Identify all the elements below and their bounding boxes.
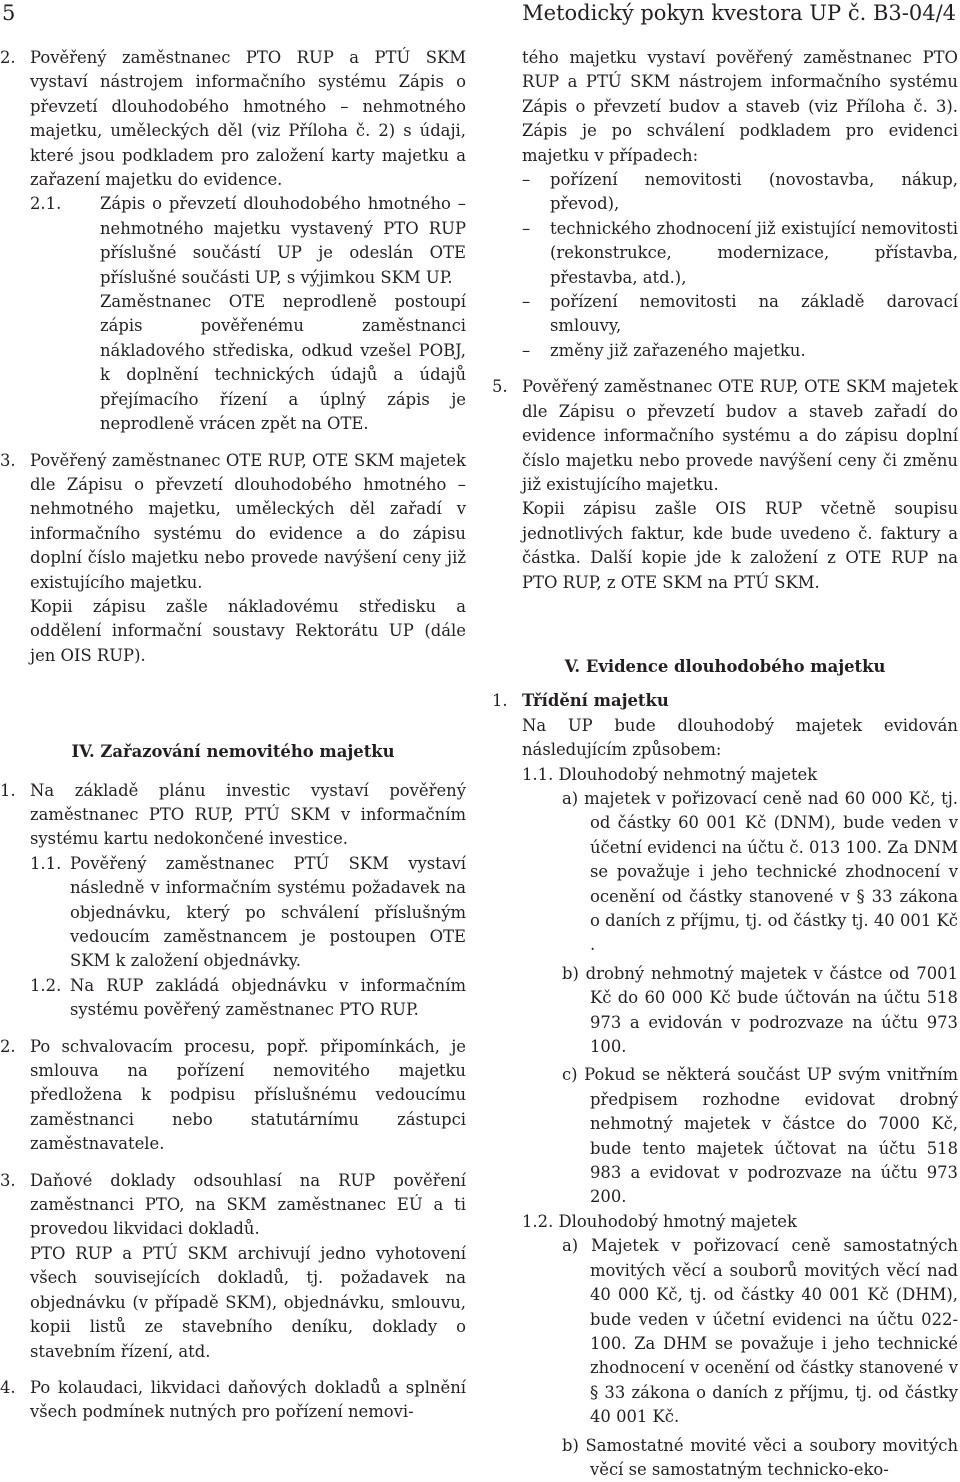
subsection-label: 1.1. Dlouhodobý nehmotný majetek	[522, 764, 818, 784]
paragraph: PTO RUP a PTÚ SKM archivují jedno vyhotovení všech souvisejících dokladů, tj. požadavek na objednávku (v případě SKM), objednávku, smlouvu, kopii listů ze stavebního deníku, doklady o stavebním řízení, atd.	[30, 1243, 466, 1361]
right-column	[492, 46, 958, 1482]
paragraph: Po kolaudaci, likvidaci daňových dokladů a splnění všech podmínek nutných pro pořízení nemovi-	[30, 1377, 466, 1422]
dash-item: – pořízení nemovitosti na základě darovací smlouvy,	[522, 290, 958, 339]
dash-item: – změny již zařazeného majetku.	[522, 339, 958, 363]
item-number: 1.	[492, 691, 508, 711]
list-item	[30, 974, 466, 1023]
paragraph: Pověřený zaměstnanec OTE RUP, OTE SKM majetek dle Zápisu o převzetí budov a staveb zařadí do evidence informačního systému a do zápisu doplní číslo majetku nebo provede navýšení ceny či změnu již existujícího majetku.	[522, 377, 958, 494]
list-item	[0, 1035, 466, 1157]
item-number: 2.1.	[30, 194, 62, 214]
list-item	[0, 1376, 466, 1425]
list-item	[0, 449, 466, 595]
list-item	[30, 852, 466, 974]
list-item: c) Pokud se některá součást UP svým vnitřním předpisem rozhodne evidovat drobný nehmotný majetek v částce do 7000 Kč, bude tento majetek účtovat na účtu 518 983 a evidovat v podrozvaze na účtu 973 200.	[562, 1065, 958, 1207]
paragraph: Zápis o převzetí dlouhodobého hmotného – nehmotného majetku vystavený PTO RUP příslušné součástí UP je odeslán OTE příslušné součásti UP, s výjimkou SKM UP.	[100, 194, 466, 287]
list-item: b) drobný nehmotný majetek v částce od 7001 Kč do 60 000 Kč bude účtován na účtu 518 973 a evidován v podrozvaze na účtu 973 100.	[562, 963, 958, 1057]
item-number: 5.	[492, 377, 508, 397]
list-item	[492, 375, 958, 595]
paragraph: Kopii zápisu zašle nákladovému středisku a oddělení informační soustavy Rektorátu UP (dále jen OIS RUP).	[30, 596, 466, 665]
list-item: b) Samostatné movité věci a soubory movitých věcí se samostatným technicko-eko-	[562, 1435, 958, 1479]
document-title: Metodický pokyn kvestora UP č. B3-04/4	[522, 1, 956, 25]
section-heading: IV. Zařazování nemovitého majetku	[71, 742, 395, 762]
list-item	[0, 1169, 466, 1364]
item-number: 4.	[0, 1377, 16, 1397]
list-item	[30, 192, 466, 436]
paragraph: Na UP bude dlouhodobý majetek evidován následujícím způsobem:	[522, 715, 958, 760]
item-number: 3.	[0, 450, 16, 470]
paragraph: tého majetku vystaví pověřený zaměstnanec PTO RUP a PTÚ SKM nástrojem informačního systému Zápis o převzetí budov a staveb (viz Příloha č. 3). Zápis je po schválení podkladem pro evidenci majetku v případech:	[522, 48, 958, 165]
paragraph: Kopii zápisu zašle OIS RUP včetně soupisu jednotlivých faktur, kde bude uvedeno č. faktury a částka. Další kopie jde k založení z OTE RUP na PTO RUP, z OTE SKM na PTÚ SKM.	[522, 499, 958, 592]
list-item	[0, 779, 466, 852]
dash-list	[492, 168, 958, 363]
item-number: 2.	[0, 48, 16, 67]
paragraph: Na základě plánu investic vystaví pověřený zaměstnanec PTO RUP, PTÚ SKM v informačním systému kartu nedokončené investice.	[30, 780, 466, 849]
dash-item: – technického zhodnocení již existující nemovitosti (rekonstrukce, modernizace, přístavba, přestavba, atd.),	[522, 217, 958, 290]
subsection-title: Třídění majetku	[522, 691, 669, 711]
item-number: 1.1.	[30, 853, 62, 873]
paragraph: Na RUP zakládá objednávku v informačním systému pověřený zaměstnanec PTO RUP.	[70, 975, 466, 1020]
list-item	[492, 689, 958, 762]
paragraph: Pověřený zaměstnanec PTO RUP a PTÚ SKM vystaví nástrojem informačního systému Zápis o převzetí dlouhodobého hmotného – nehmotného majetku, uměleckých děl (viz Příloha č. 2) s údaji, které jsou podkladem pro založení karty majetku a zařazení majetku do evidence.	[30, 48, 466, 190]
page-header	[0, 0, 960, 26]
left-column	[0, 46, 466, 1425]
list-item	[0, 46, 466, 192]
dash-item: – pořízení nemovitosti (novostavba, nákup, převod),	[522, 168, 958, 217]
page-number: 5	[2, 1, 16, 25]
paragraph: Pověřený zaměstnanec PTÚ SKM vystaví následně v informačním systému požadavek na objednávku, který po schválení příslušným vedoucím zaměstnancem je postoupen OTE SKM k založení objednávky.	[70, 853, 466, 971]
item-number: 1.	[0, 780, 16, 800]
section-heading: V. Evidence dlouhodobého majetku	[564, 656, 886, 676]
subsection-label: 1.2. Dlouhodobý hmotný majetek	[522, 1211, 797, 1231]
item-number: 3.	[0, 1170, 16, 1190]
list-item: a) majetek v pořizovací ceně nad 60 000 Kč, tj. od částky 60 001 Kč (DNM), bude veden v účetní evidenci na účtu č. 013 100. Za DNM se považuje i jeho technické zhodnocení v ocenění od částky stanovené v § 33 zákona o daních z příjmu, tj. od částky tj. 40 001 Kč .	[562, 788, 958, 955]
paragraph: Daňové doklady odsouhlasí na RUP pověření zaměstnanci PTO, na SKM zaměstnanec EÚ a ti provedou likvidaci dokladů.	[30, 1170, 466, 1239]
list-item: a) Majetek v pořizovací ceně samostatných movitých věcí a souborů movitých věcí nad 40 000 Kč, tj. od částky 40 001 Kč (DHM), bude veden v účetní evidenci na účtu 022-100. Za DHM se považuje i jeho technické zhodnocení v ocenění od částky stanovené v § 33 zákona o daních z příjmu, tj. od částky 40 001 Kč.	[562, 1236, 958, 1427]
item-number: 1.2.	[30, 975, 62, 995]
item-number: 2.	[0, 1036, 16, 1056]
paragraph: Po schvalovacím procesu, popř. připomínkách, je smlouva na pořízení nemovitého majetku předložena k podpisu příslušnému vedoucímu zaměstnanci nebo statutárnímu zástupci zaměstnavatele.	[30, 1036, 466, 1154]
paragraph: Zaměstnanec OTE neprodleně postoupí zápis pověřenému zaměstnanci nákladového střediska, odkud vzešel POBJ, k doplnění technických údajů a údajů přejímacího řízení a úplný zápis je neprodleně vrácen zpět na OTE.	[100, 292, 466, 434]
paragraph: Pověřený zaměstnanec OTE RUP, OTE SKM majetek dle Zápisu o převzetí dlouhodobého hmotného – nehmotného majetku, uměleckých děl zařadí v informačního systému do evidence a do zápisu doplní číslo majetku nebo provede navýšení ceny již existujícího majetku.	[30, 450, 466, 592]
